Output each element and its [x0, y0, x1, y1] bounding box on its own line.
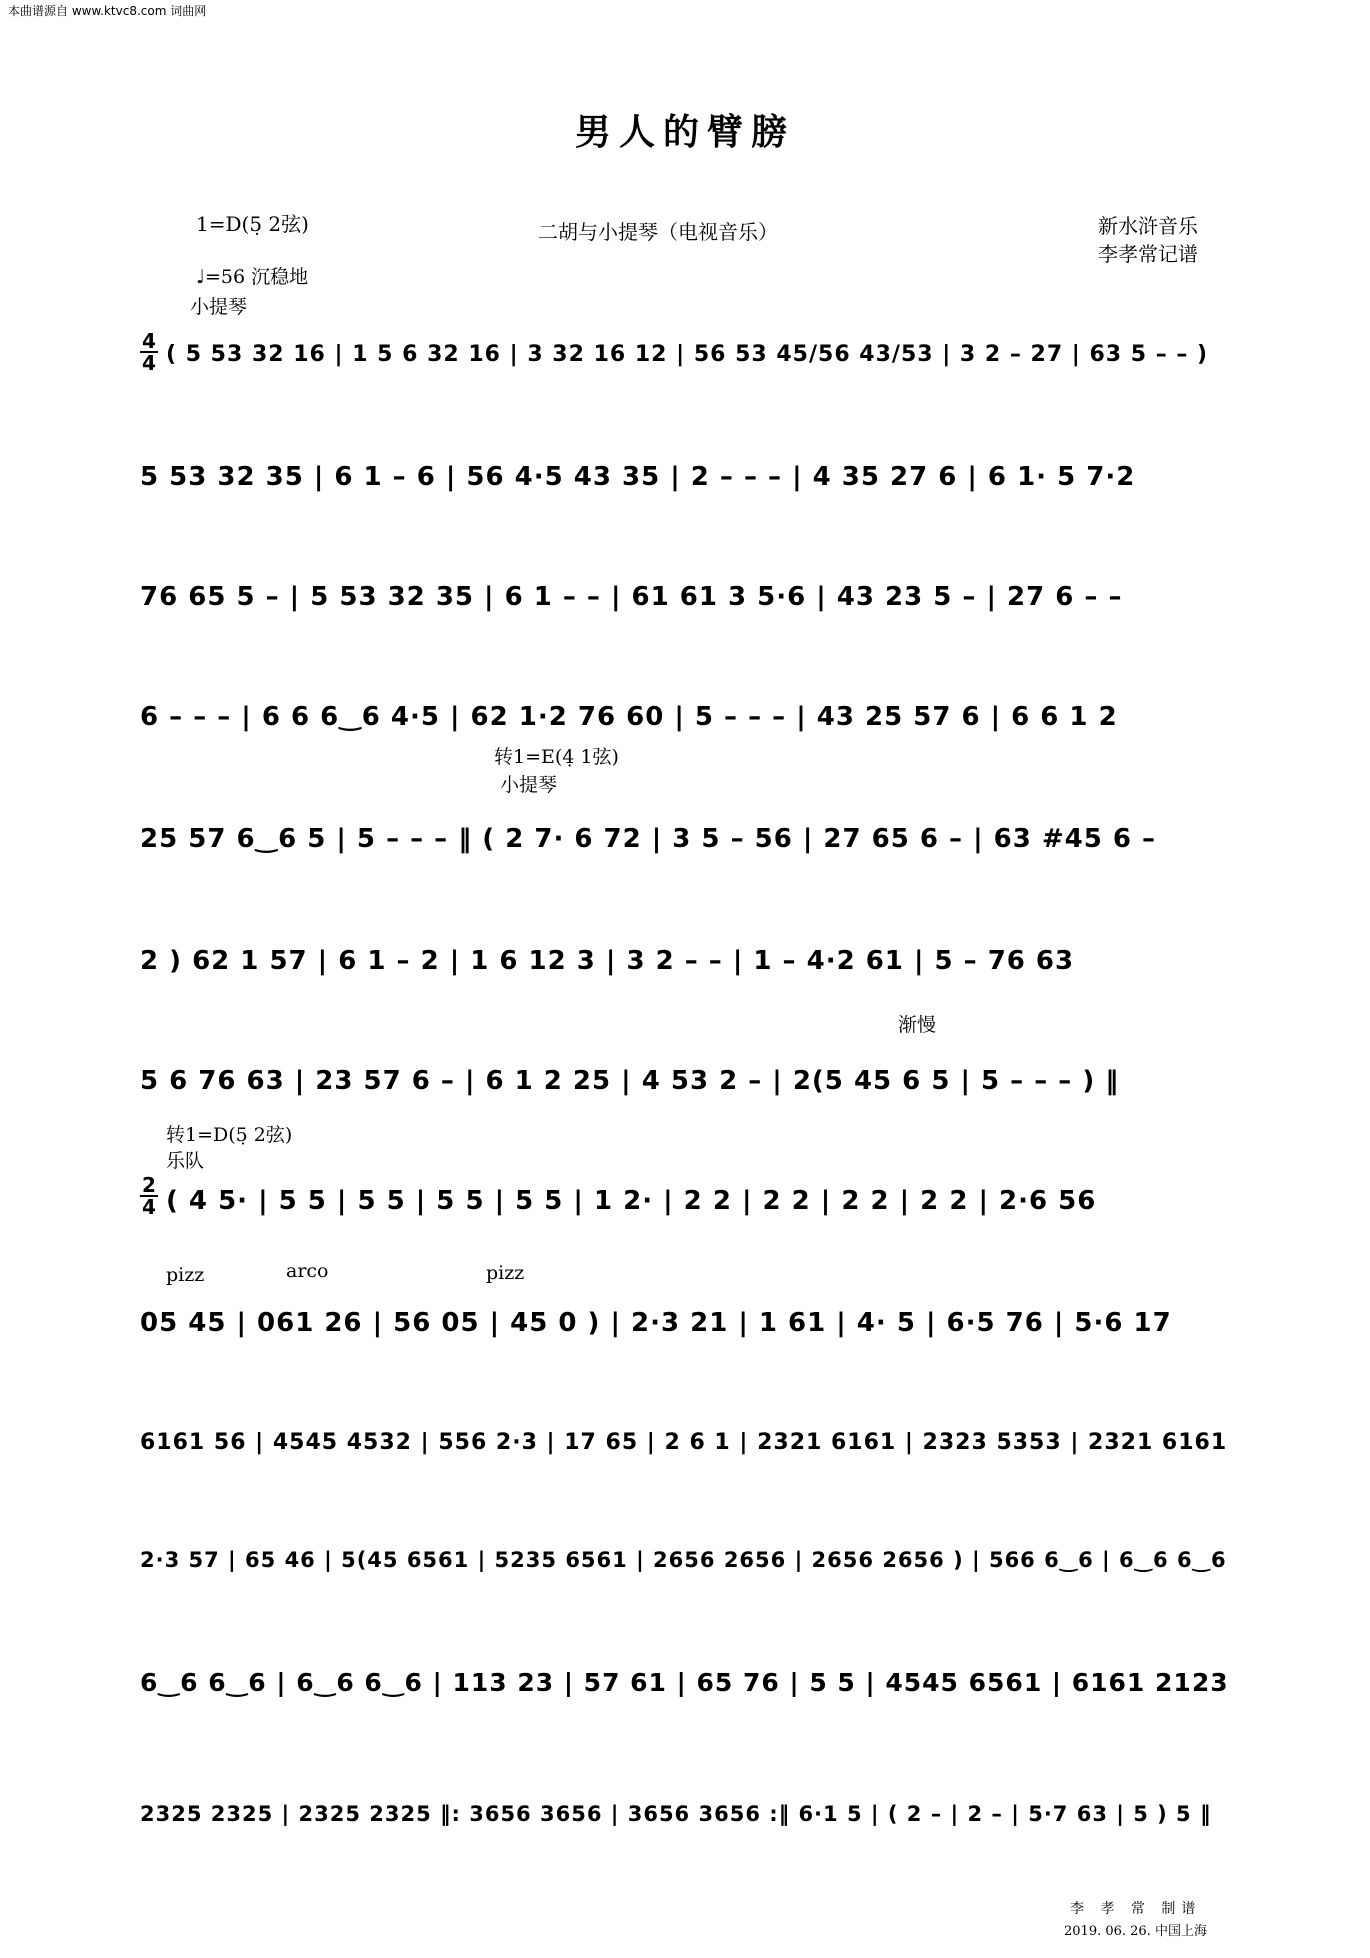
notation-row-5 [0, 814, 1370, 904]
time-signature-bottom: 4 [142, 351, 156, 375]
notation-row-12 [0, 1658, 1370, 1748]
arranger-credit: 李 孝 常 制谱 [1070, 1901, 1202, 1917]
notation-row-11 [0, 1538, 1370, 1628]
notation-row-8 [0, 1173, 1370, 1266]
row-notes: 25 57 6‿6 5 | 5 – – – ‖ ( 2 7· 6 72 | 3 5 – 56 | 27 65 6 – | 63 #45 6 – [140, 824, 1157, 854]
row-notes: 6161 56 | 4545 4532 | 556 2·3 | 17 65 | 2 6 1 | 2321 6161 | 2323 5353 | 2321 6161 [140, 1430, 1228, 1455]
band-label: 乐队 [166, 1150, 205, 1172]
instrument-label-2: 小提琴 [500, 774, 558, 796]
row-notes: 2325 2325 | 2325 2325 ‖: 3656 3656 | 3656 3656 :‖ 6·1 5 | ( 2 – | 2 – | 5·7 63 | 5 ) 5 ‖ [140, 1802, 1212, 1826]
credit-transcriber: 李孝常记谱 [1098, 242, 1198, 266]
credit-music: 新水浒音乐 [1098, 214, 1198, 238]
notation-row-1 [0, 329, 1370, 422]
row-notes: 6‿6 6‿6 | 6‿6 6‿6 | 113 23 | 57 61 | 65 76 | 5 5 | 4545 6561 | 6161 2123 [140, 1668, 1229, 1697]
notation-row-4 [0, 692, 1370, 782]
notation-row-3 [0, 572, 1370, 662]
modulation-marking-2: 转1=D(5̣ 2弦) [166, 1124, 293, 1146]
row-notes: 5 6 76 63 | 23 57 6 – | 6 1 2 25 | 4 53 2 – | 2(5 45 6 5 | 5 – – – ) ‖ [140, 1066, 1120, 1096]
pizz-marking: pizz [166, 1264, 205, 1286]
date-place: 2019. 06. 26. 中国上海 [1064, 1924, 1207, 1939]
time-signature-top: 2 [142, 1173, 156, 1197]
notation-row-13 [0, 1792, 1370, 1882]
row-notes: ( 5 53 32 16 | 1 5 6 32 16 | 3 32 16 12 | 56 53 45/56 43/53 | 3 2 – 27 | 63 5 – – ) [166, 342, 1209, 367]
pizz-marking-2: pizz [486, 1262, 525, 1284]
key-signature: 1=D(5̣ 2弦) [196, 212, 309, 236]
tempo-marking: ♩=56 沉稳地 [196, 266, 309, 288]
modulation-marking: 转1=E(4̣ 1弦) [494, 746, 619, 768]
row-notes: 2·3 57 | 65 46 | 5(45 6561 | 5235 6561 | 2656 2656 | 2656 2656 ) | 566 6‿6 | 6‿6 6‿6 [140, 1548, 1227, 1572]
row-notes: 2 ) 62 1 57 | 6 1 – 2 | 1 6 12 3 | 3 2 – – | 1 – 4·2 61 | 5 – 76 63 [140, 946, 1075, 976]
row-notes: 05 45 | 061 26 | 56 05 | 45 0 ) | 2·3 21 | 1 61 | 4· 5 | 6·5 76 | 5·6 17 [140, 1308, 1172, 1338]
row-notes: 6 – – – | 6 6 6‿6 4·5 | 62 1·2 76 60 | 5 – – – | 43 25 57 6 | 6 6 1 2 [140, 702, 1118, 732]
time-signature-top: 4 [142, 329, 156, 353]
source-line: 本曲谱源自 www.ktvc8.com 词曲网 [8, 4, 207, 18]
notation-row-6 [0, 936, 1370, 1026]
notation-row-9 [0, 1298, 1370, 1388]
page-title: 男人的臂膀 [574, 111, 795, 153]
time-signature-bottom: 4 [142, 1195, 156, 1219]
row-notes: 76 65 5 – | 5 53 32 35 | 6 1 – – | 61 61 3 5·6 | 43 23 5 – | 27 6 – – [140, 582, 1123, 612]
notation-row-10 [0, 1420, 1370, 1510]
row-notes: 5 53 32 35 | 6 1 – 6 | 56 4·5 43 35 | 2 – – – | 4 35 27 6 | 6 1· 5 7·2 [140, 462, 1136, 492]
subtitle: 二胡与小提琴（电视音乐） [538, 220, 778, 244]
notation-row-2 [0, 452, 1370, 542]
arco-marking: arco [286, 1260, 329, 1282]
tempo-change-marking: 渐慢 [898, 1014, 937, 1036]
instrument-label: 小提琴 [190, 296, 248, 318]
row-notes: ( 4 5· | 5 5 | 5 5 | 5 5 | 5 5 | 1 2· | 2 2 | 2 2 | 2 2 | 2 2 | 2·6 56 [166, 1186, 1097, 1216]
